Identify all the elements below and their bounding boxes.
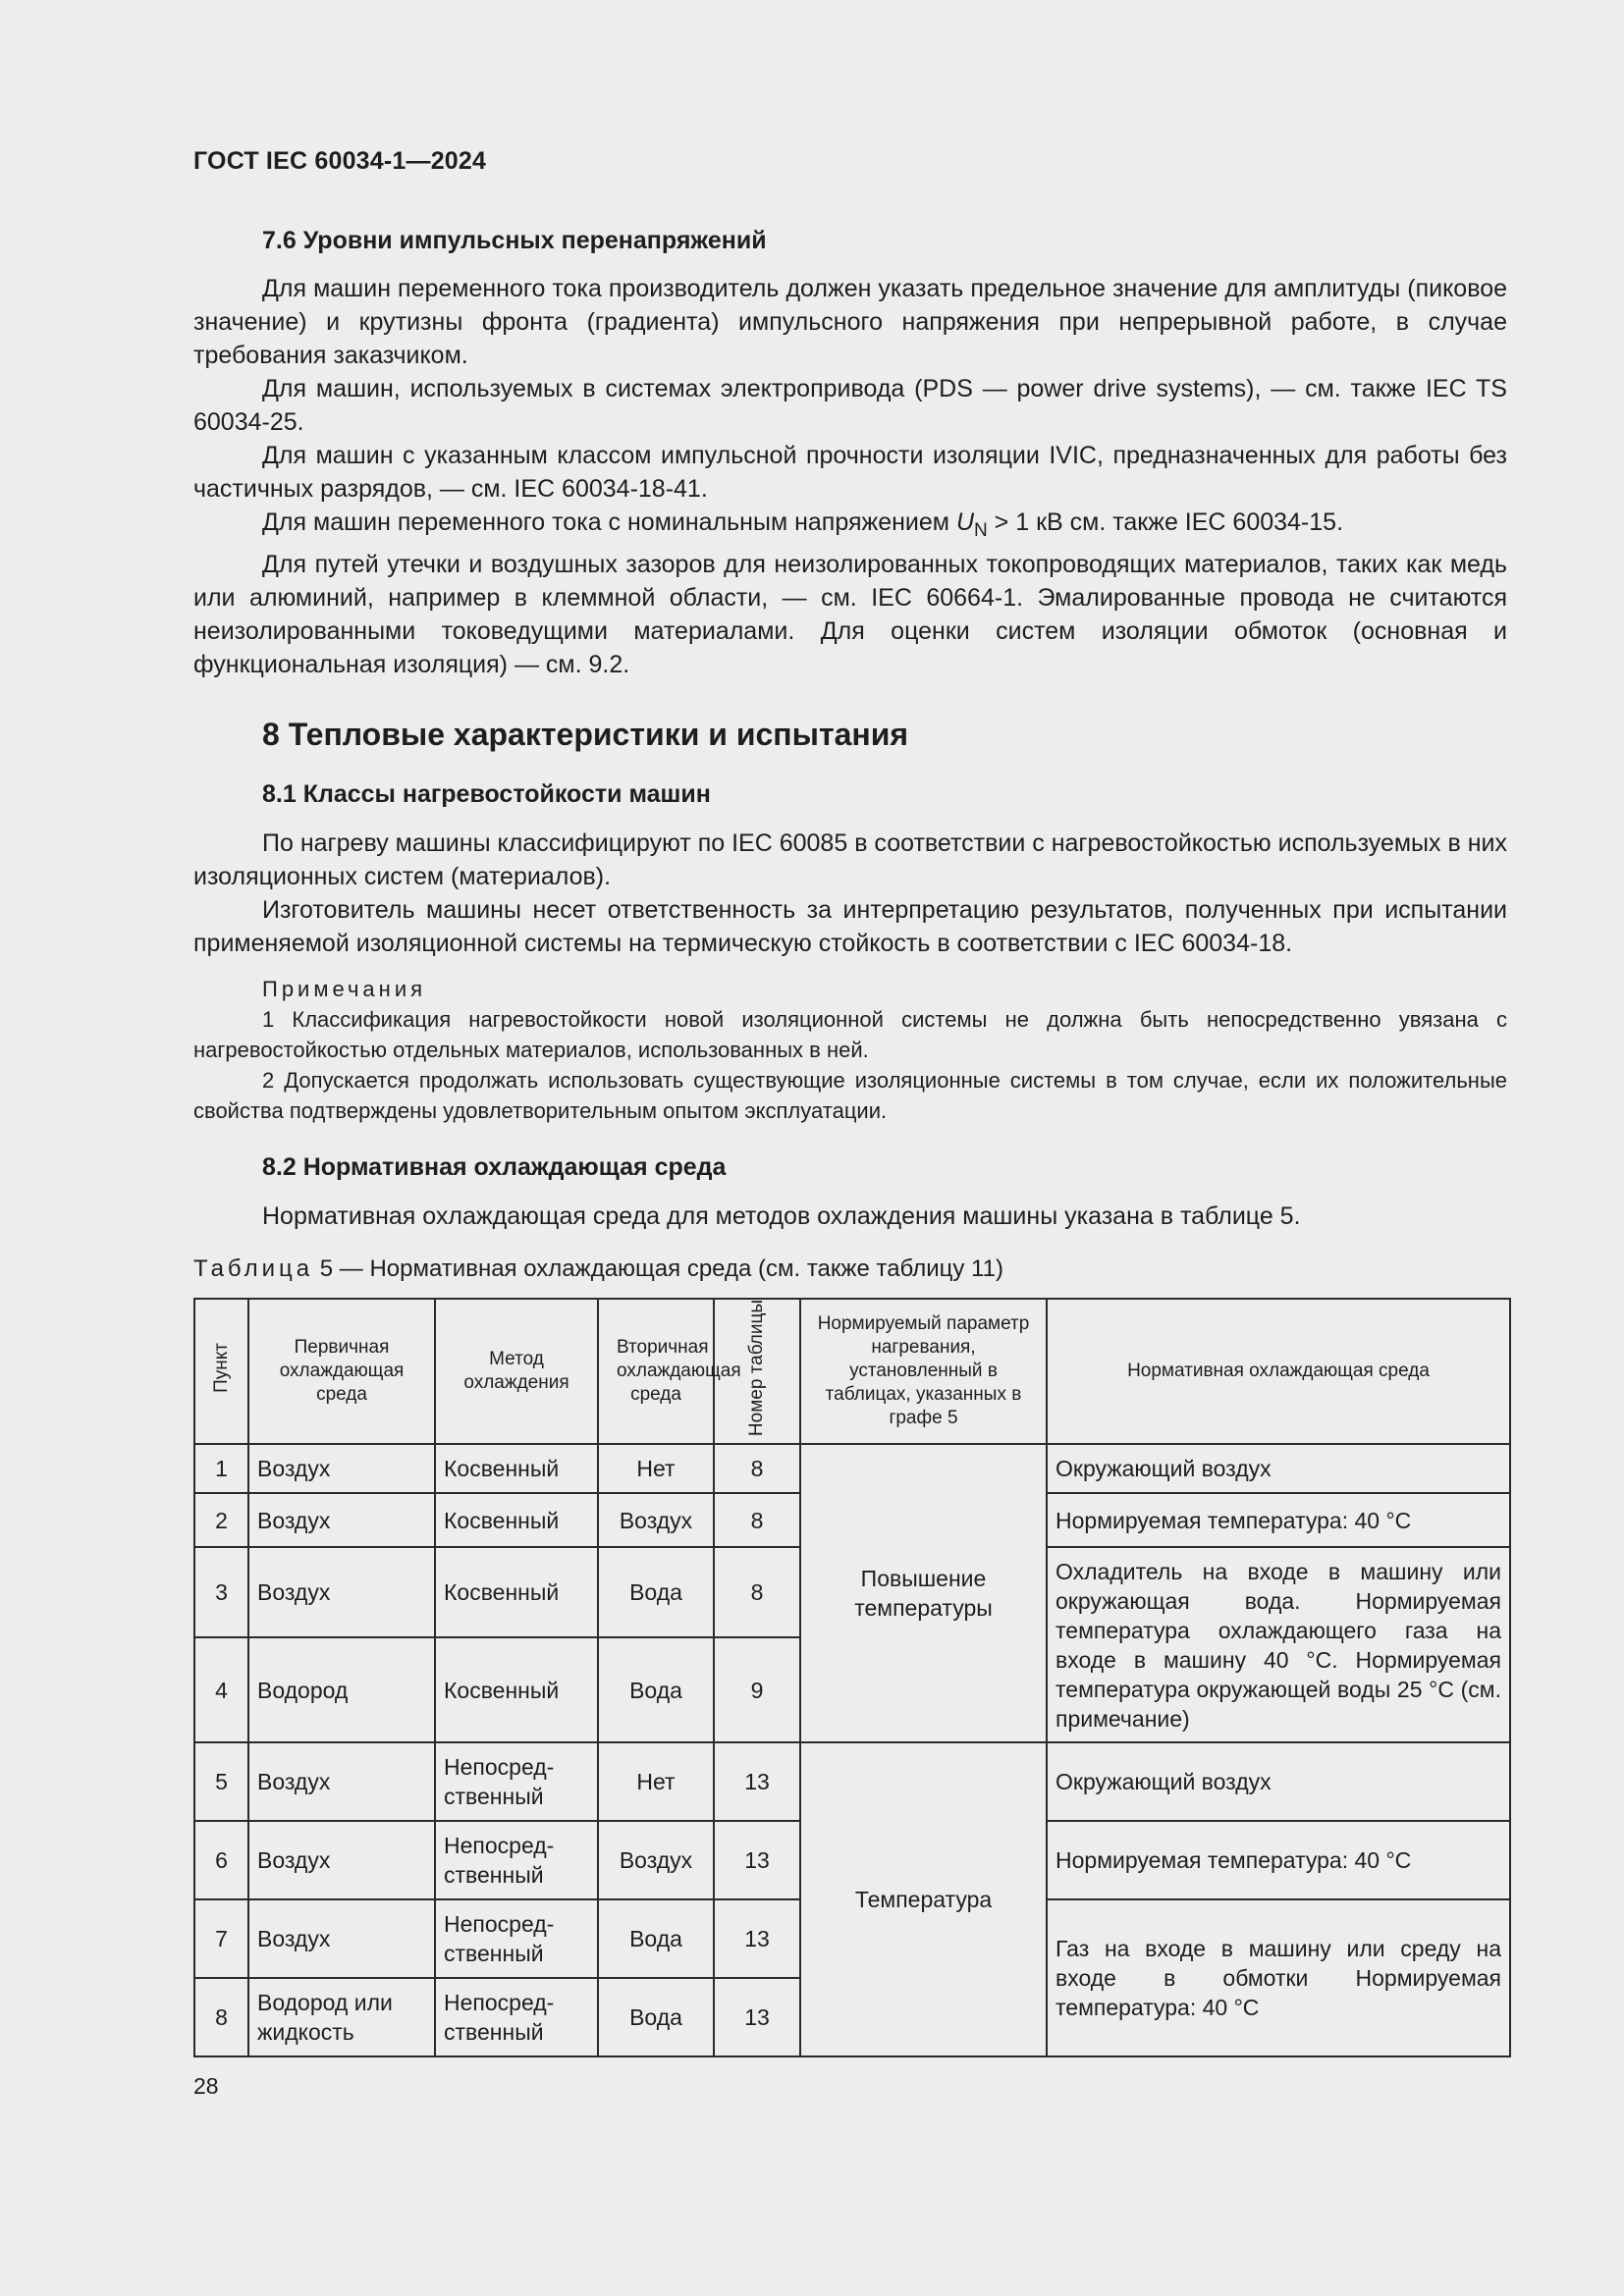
- note-item: 1 Классификация нагревостойкости новой изоляционной системы не должна быть непосредственно увязана с нагревостойкостью отдельных материалов, использованных в ней.: [193, 1007, 1507, 1062]
- cell-param: Температура: [800, 1742, 1047, 2056]
- cell-param: Повышение температуры: [800, 1444, 1047, 1742]
- cell-secondary: Вода: [598, 1899, 714, 1978]
- cell-method: Косвенный: [435, 1637, 598, 1742]
- cell-item: 5: [194, 1742, 248, 1821]
- table-caption: Таблица 5 — Нормативная охлаждающая среда (см. также таблицу 11): [193, 1255, 1003, 1282]
- section-8-1-body: [193, 827, 1507, 960]
- cell-method: Непосред-ственный: [435, 1978, 598, 2056]
- cell-item: 1: [194, 1444, 248, 1493]
- cell-secondary: Воздух: [598, 1821, 714, 1899]
- section-8-heading: 8 Тепловые характеристики и испытания: [262, 717, 909, 752]
- cell-env: Нормируемая температура: 40 °С: [1047, 1493, 1510, 1547]
- cell-primary: Воздух: [248, 1493, 435, 1547]
- cell-secondary: Нет: [598, 1444, 714, 1493]
- cell-env: Газ на входе в машину или среду на входе в обмотки Нормируемая температура: 40 °С: [1047, 1899, 1510, 2056]
- cell-method: Косвенный: [435, 1493, 598, 1547]
- paragraph: Изготовитель машины несет ответственность за интерпретацию результатов, полученных при испытании применяемой изоляционной системы на термическую стойкость в соответствии с IEC 60034-18.: [193, 896, 1507, 957]
- notes-title: Примечания: [262, 977, 427, 1001]
- paragraph: Нормативная охлаждающая среда для методов охлаждения машины указана в таблице 5.: [262, 1202, 1301, 1230]
- column-header-param: Нормируемый параметр нагревания, установленный в таблицах, указанных в графе 5: [800, 1299, 1047, 1444]
- cell-tablenum: 8: [714, 1547, 800, 1637]
- cell-tablenum: 8: [714, 1493, 800, 1547]
- column-header-env: Нормативная охлаждающая среда: [1047, 1299, 1510, 1444]
- column-header-primary: Первичная охлаждающая среда: [248, 1299, 435, 1444]
- cell-primary: Воздух: [248, 1547, 435, 1637]
- cell-secondary: Вода: [598, 1978, 714, 2056]
- cell-method: Непосред-ственный: [435, 1899, 598, 1978]
- section-8-2-body: [193, 1200, 1507, 1233]
- cell-primary: Воздух: [248, 1899, 435, 1978]
- cell-primary: Воздух: [248, 1742, 435, 1821]
- cell-primary: Воздух: [248, 1821, 435, 1899]
- paragraph: Для машин с указанным классом импульсной прочности изоляции IVIC, предназначенных для работы без частичных разрядов, — см. IEC 60034-18-41.: [193, 442, 1507, 503]
- cell-secondary: Вода: [598, 1547, 714, 1637]
- section-8-1-heading: 8.1 Классы нагревостойкости машин: [262, 780, 711, 808]
- cell-item: 8: [194, 1978, 248, 2056]
- cell-secondary: Вода: [598, 1637, 714, 1742]
- cell-env: Окружающий воздух: [1047, 1742, 1510, 1821]
- document-header: ГОСТ IEC 60034-1—2024: [193, 147, 487, 175]
- cell-item: 3: [194, 1547, 248, 1637]
- column-header-tablenum: Номер таблицы: [714, 1299, 800, 1444]
- cell-secondary: Воздух: [598, 1493, 714, 1547]
- section-7-6-heading: 7.6 Уровни импульсных перенапряжений: [262, 227, 767, 254]
- cell-tablenum: 9: [714, 1637, 800, 1742]
- cell-tablenum: 13: [714, 1821, 800, 1899]
- cell-primary: Водород или жидкость: [248, 1978, 435, 2056]
- table-row: [194, 1444, 1510, 1493]
- section-7-6-body: [193, 272, 1507, 681]
- table-row: [194, 1742, 1510, 1821]
- cell-env: Охладитель на входе в машину или окружающая вода. Нормируемая температура охлаждающего газа на входе в машину 40 °С. Нормируемая температура окружающей воды 25 °С (см. примечание): [1047, 1547, 1510, 1742]
- page-number: 28: [193, 2073, 219, 2099]
- cell-primary: Воздух: [248, 1444, 435, 1493]
- cell-env: Окружающий воздух: [1047, 1444, 1510, 1493]
- cell-method: Косвенный: [435, 1444, 598, 1493]
- column-header-method: Метод охлаждения: [435, 1299, 598, 1444]
- cell-env: Нормируемая температура: 40 °С: [1047, 1821, 1510, 1899]
- cell-primary: Водород: [248, 1637, 435, 1742]
- paragraph: Для машин, используемых в системах электропривода (PDS — power drive systems), — см. также IEC TS 60034-25.: [193, 375, 1507, 436]
- cell-item: 2: [194, 1493, 248, 1547]
- cell-method: Непосред-ственный: [435, 1821, 598, 1899]
- cell-method: Косвенный: [435, 1547, 598, 1637]
- cell-item: 4: [194, 1637, 248, 1742]
- cell-tablenum: 8: [714, 1444, 800, 1493]
- column-header-secondary: Вторичная охлаждающая среда: [598, 1299, 714, 1444]
- paragraph: Для машин переменного тока с номинальным напряжением $U_N > 1$ кВ см. также IEC 60034-15.: [262, 508, 1344, 541]
- cell-item: 7: [194, 1899, 248, 1978]
- paragraph: Для машин переменного тока производитель должен указать предельное значение для амплитуды (пиковое значение) и крутизны фронта (градиента) импульсного напряжения при непрерывной работе, в случае требования заказчиком.: [193, 275, 1507, 369]
- table-header-row: [194, 1299, 1510, 1444]
- cell-tablenum: 13: [714, 1742, 800, 1821]
- column-header-item: Пункт: [194, 1299, 248, 1444]
- note-item: 2 Допускается продолжать использовать существующие изоляционные системы в том случае, если их положительные свойства подтверждены удовлетворительным опытом эксплуатации.: [193, 1068, 1507, 1123]
- paragraph: Для путей утечки и воздушных зазоров для неизолированных токопроводящих материалов, таких как медь или алюминий, например в клеммной области, — см. IEC 60664-1. Эмалированные провода не считаются неизолированными токоведущими материалами. Для оценки систем изоляции обмоток (основная и функциональная изоляция) — см. 9.2.: [193, 551, 1507, 678]
- cell-item: 6: [194, 1821, 248, 1899]
- cell-secondary: Нет: [598, 1742, 714, 1821]
- section-8-2-heading: 8.2 Нормативная охлаждающая среда: [262, 1153, 727, 1181]
- cell-tablenum: 13: [714, 1899, 800, 1978]
- cell-method: Непосред-ственный: [435, 1742, 598, 1821]
- notes-list: [193, 1004, 1507, 1126]
- cooling-medium-table: [193, 1298, 1511, 2057]
- paragraph: По нагреву машины классифицируют по IEC 60085 в соответствии с нагревостойкостью используемых в них изоляционных систем (материалов).: [193, 829, 1507, 890]
- cell-tablenum: 13: [714, 1978, 800, 2056]
